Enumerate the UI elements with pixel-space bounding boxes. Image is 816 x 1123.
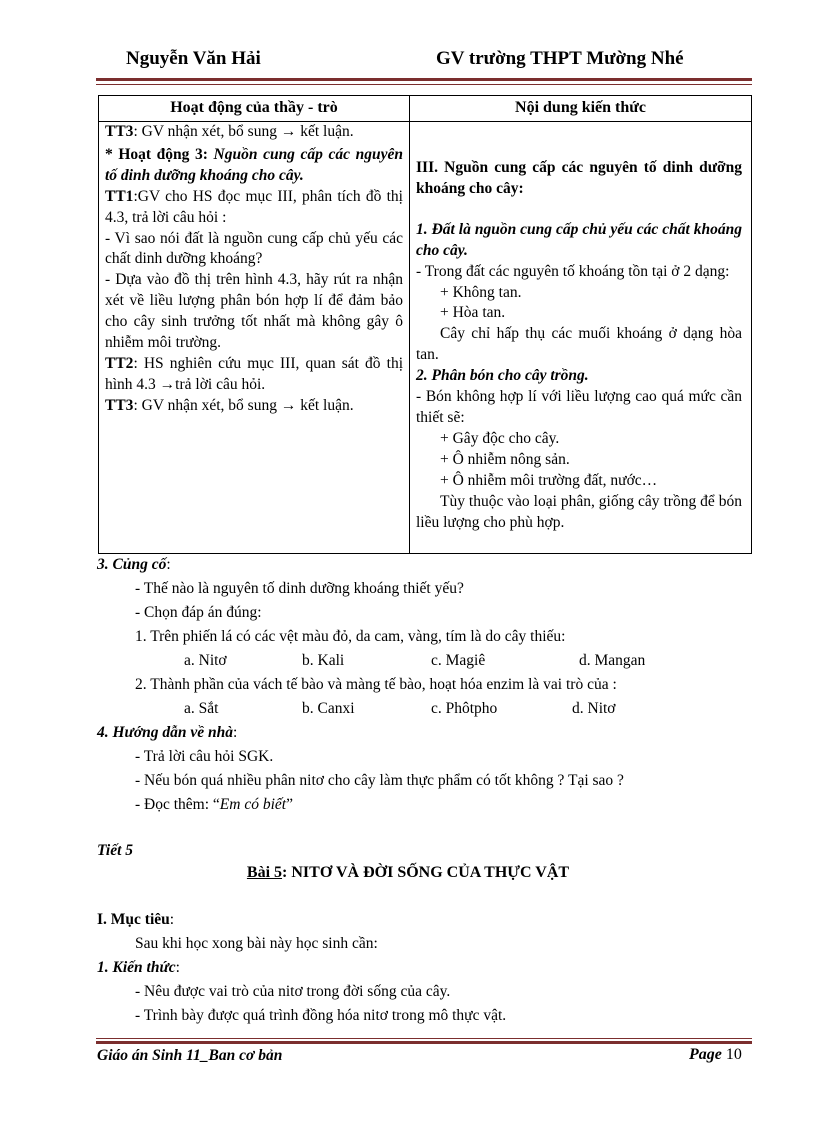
homework-read-prefix: - Đọc thêm: “ <box>135 796 220 813</box>
knowledge-title: 1. Kiến thức <box>97 959 176 976</box>
homework-read-suffix: ” <box>286 796 293 813</box>
quiz-question-2-options <box>97 697 737 721</box>
question-fertilizer-dose: - Dựa vào đồ thị trên hình 4.3, hãy rút ra nhận xét về liều lượng phân bón hợp lí để đảm bảo cho cây sinh trưởng tốt nhất mà không gây ô nhiễm môi trường. <box>105 271 403 352</box>
table-column-divider <box>409 96 410 553</box>
quiz-2-option-d: d. Nitơ <box>572 700 616 717</box>
quiz-question-2: 2. Thành phần của vách tế bào và màng tế bào, hoạt hóa enzim là vai trò của : <box>135 676 617 693</box>
soil-absorption-note: Cây chỉ hấp thụ các muối khoáng ở dạng hòa tan. <box>416 325 742 364</box>
consolidation-title: 3. Củng cố <box>97 556 167 573</box>
subsection-soil-title: 1. Đất là nguồn cung cấp chủ yếu các chất khoáng cho cây. <box>416 220 742 259</box>
objectives-heading <box>97 908 737 932</box>
table-content-column <box>416 122 742 533</box>
tt3-label: TT3 <box>105 123 134 140</box>
soil-form-soluble: + Hòa tan. <box>440 304 506 322</box>
quiz-2-option-a: a. Sắt <box>184 700 219 717</box>
tt2-paragraph <box>105 354 403 396</box>
footer-page-word: Page <box>689 1046 722 1063</box>
quiz-1-option-c: c. Magiê <box>431 652 486 669</box>
subsection-fertilizer-title: 2. Phân bón cho cây trồng. <box>416 367 589 385</box>
tt2-text: : HS nghiên cứu mục III, quan sát đồ thị hình 4.3 →trả lời câu hỏi. <box>105 354 403 393</box>
tt3-conclusion-text: : GV nhận xét, bổ sung → kết luận. <box>133 396 354 414</box>
knowledge-heading <box>97 956 737 980</box>
activity-3-prefix: * Hoạt động 3 <box>105 145 203 163</box>
quiz-1-option-d: d. Mangan <box>579 652 646 669</box>
quiz-question-1-options <box>97 649 737 673</box>
quiz-1-option-b: b. Kali <box>302 652 345 669</box>
tt1-label: TT1 <box>105 187 134 205</box>
effect-plant-toxicity: + Gây độc cho cây. <box>440 429 560 447</box>
fertilizer-overdose-line: - Bón không hợp lí với liều lượng cao quá mức cần thiết sẽ: <box>416 388 742 426</box>
section-3-title: III. Nguồn cung cấp các nguyên tố dinh dưỡng khoáng cho cây: <box>416 159 742 197</box>
knowledge-colon: : <box>175 959 180 976</box>
homework-read-title: Em có biết <box>219 796 287 813</box>
knowledge-item-2: - Trình bày được quá trình đồng hóa nitơ trong mô thực vật. <box>135 1007 507 1024</box>
footer-page-value: 10 <box>725 1046 742 1063</box>
activity-3-title: Nguồn cung cấp các nguyên tố dinh dưỡng khoáng cho cây. <box>105 145 403 184</box>
header-school: GV trường THPT Mường Nhé <box>436 48 684 69</box>
lesson-name: : NITƠ VÀ ĐỜI SỐNG CỦA THỰC VẬT <box>282 864 570 881</box>
soil-form-insoluble: + Không tan. <box>440 283 522 301</box>
footer-course: Giáo án Sinh 11_Ban cơ bản <box>97 1047 283 1064</box>
consolidation-question-1: - Thế nào là nguyên tố dinh dưỡng khoáng thiết yếu? <box>135 580 464 597</box>
footer-page-number <box>689 1046 742 1064</box>
soil-forms-line: - Trong đất các nguyên tố khoáng tồn tại ở 2 dạng: <box>416 262 730 280</box>
table-header-content: Nội dung kiến thức <box>515 99 646 116</box>
effect-environment-pollution: + Ô nhiễm môi trường đất, nước… <box>440 471 658 489</box>
question-soil-source: - Vì sao nói đất là nguồn cung cấp chủ yếu các chất dinh dưỡng khoáng? <box>105 229 403 268</box>
knowledge-item-1: - Nêu được vai trò của nitơ trong đời sống của cây. <box>135 983 451 1000</box>
tt1-paragraph <box>105 187 403 229</box>
effect-produce-pollution: + Ô nhiễm nông sản. <box>440 450 570 468</box>
homework-line-3 <box>97 793 737 817</box>
table-header-activities: Hoạt động của thầy - trò <box>170 99 338 116</box>
activity-3-heading <box>105 145 403 187</box>
quiz-question-1: 1. Trên phiến lá có các vệt màu đỏ, da cam, vàng, tím là do cây thiếu: <box>135 628 566 645</box>
objectives-intro: Sau khi học xong bài này học sinh cần: <box>135 935 378 952</box>
objectives-colon: : <box>169 911 175 928</box>
lesson-table <box>98 95 752 554</box>
lesson-title <box>0 864 816 882</box>
tt3-conclusion-paragraph <box>105 396 403 417</box>
footer-rule-thick <box>96 1041 752 1044</box>
consolidation-heading <box>97 553 737 577</box>
objectives-section <box>97 908 737 1028</box>
header-rule-thin <box>96 84 752 85</box>
lesson-number: Bài 5 <box>246 864 283 881</box>
header-rule-thick <box>96 78 752 81</box>
header-author: Nguyễn Văn Hải <box>126 48 261 69</box>
tt3-text: : GV nhận xét, bổ sung → kết luận. <box>133 123 354 140</box>
activity-3-colon: : <box>202 145 214 163</box>
tt1-text: :GV cho HS đọc mục III, phân tích đồ thị 4.3, trả lời câu hỏi : <box>105 187 403 226</box>
footer-rule-thin <box>96 1038 752 1039</box>
homework-heading <box>97 721 737 745</box>
homework-line-2: - Nếu bón quá nhiều phân nitơ cho cây làm thực phẩm có tốt không ? Tại sao ? <box>135 772 624 789</box>
homework-line-1: - Trả lời câu hỏi SGK. <box>135 748 274 765</box>
tt2-label: TT2 <box>105 354 134 372</box>
fertilizer-dose-note: Tùy thuộc vào loại phân, giống cây trồng để bón liều lượng cho phù hợp. <box>416 492 742 531</box>
quiz-2-option-c: c. Phôtpho <box>431 700 498 717</box>
quiz-1-option-a: a. Nitơ <box>184 652 227 669</box>
quiz-2-option-b: b. Canxi <box>302 700 355 717</box>
tt3-paragraph <box>105 122 403 143</box>
objectives-title: I. Mục tiêu <box>97 911 170 928</box>
homework-colon: : <box>233 724 238 741</box>
tt3-conclusion-label: TT3 <box>105 396 134 414</box>
homework-title: 4. Hướng dẫn về nhà <box>97 724 234 741</box>
lesson-body <box>97 553 737 817</box>
period-label: Tiết 5 <box>97 842 134 859</box>
consolidation-colon: : <box>166 556 171 573</box>
consolidation-instruction: - Chọn đáp án đúng: <box>135 604 262 621</box>
table-activities-column <box>105 122 403 417</box>
